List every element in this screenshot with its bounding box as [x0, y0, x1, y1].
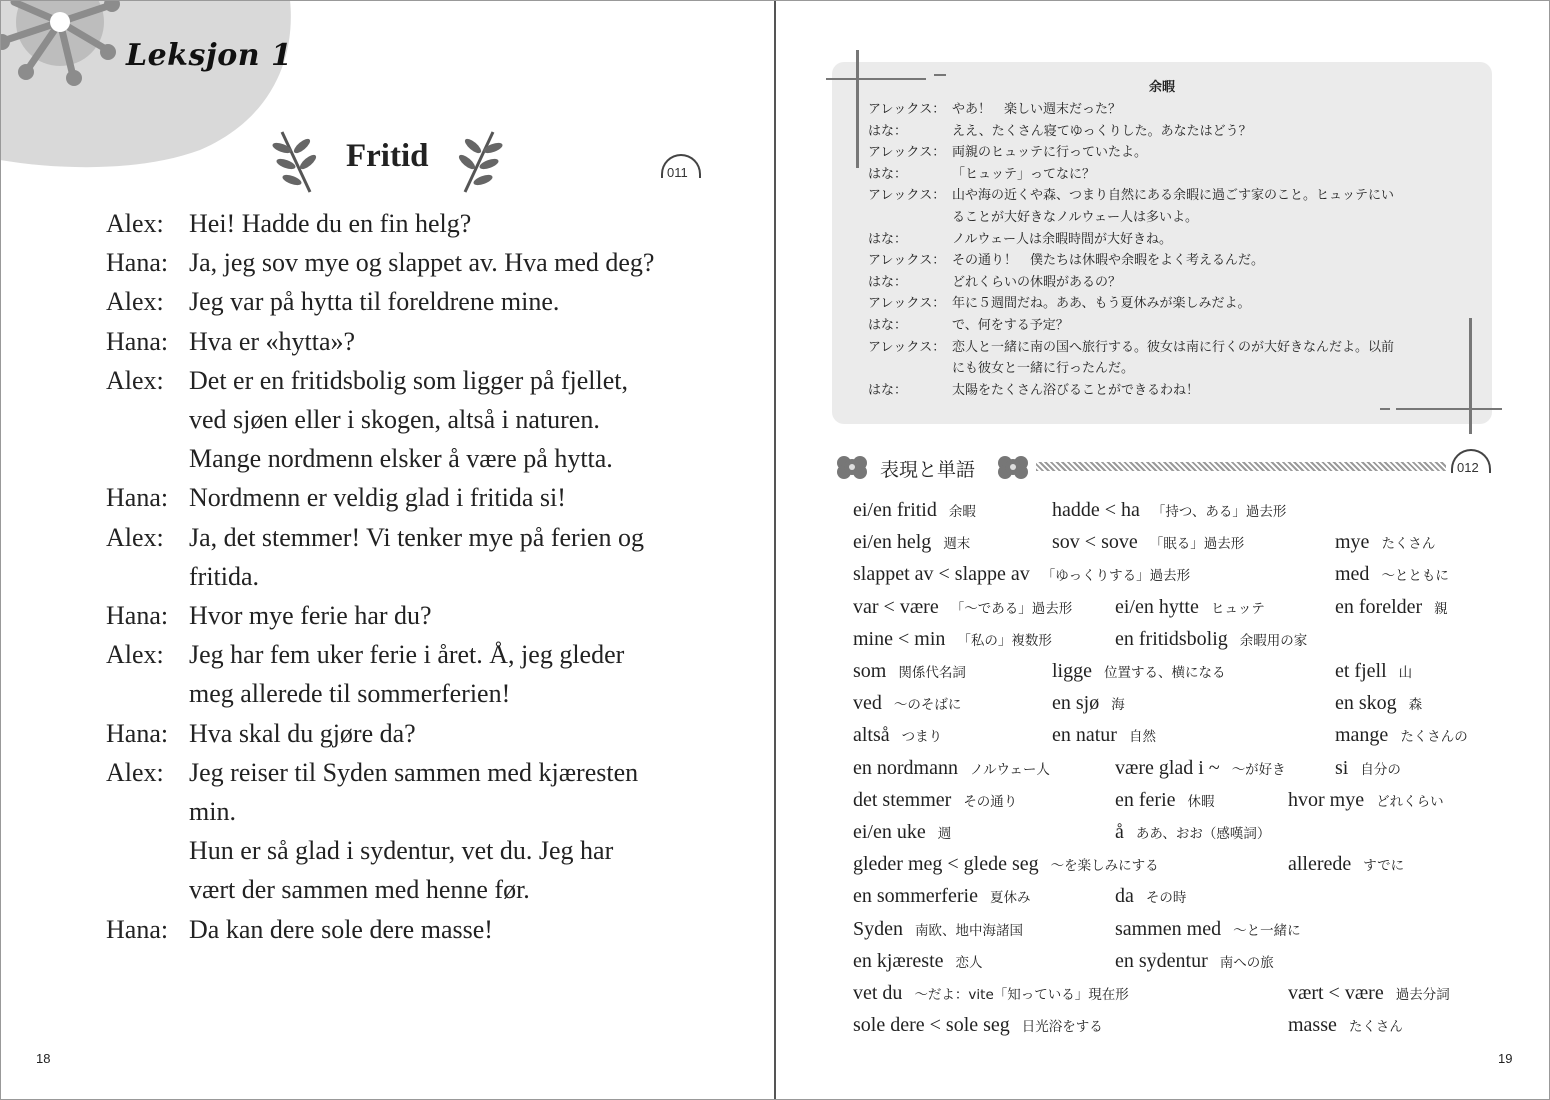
dialogue-sentence: meg allerede til sommerferien!	[189, 679, 511, 709]
vocab-gloss: 週	[937, 826, 952, 842]
dialogue-line	[106, 596, 746, 635]
translation-speaker: はな：	[868, 166, 908, 182]
vocab-term: mine < min	[853, 627, 946, 650]
vocab-term: med	[1335, 563, 1370, 586]
vocab-term: slappet av < slappe av	[853, 563, 1030, 586]
vocab-gloss: どれくらい	[1376, 793, 1444, 810]
lesson-label: Leksjon 1	[126, 38, 293, 73]
vocab-term: masse	[1288, 1014, 1337, 1037]
vocab-term: ved	[853, 692, 882, 715]
dialogue-sentence: Nordmenn er veldig glad i fritida si!	[189, 483, 566, 513]
vocab-term: da	[1115, 885, 1134, 908]
vocab-gloss: つまり	[901, 729, 943, 746]
dialogue-sentence: Hva skal du gjøre da?	[189, 718, 416, 748]
vocab-gloss: 関係代名詞	[898, 665, 966, 681]
translation-speaker: はな：	[868, 231, 908, 247]
vocab-entry	[1052, 660, 1226, 683]
vocab-term: en forelder	[1335, 595, 1423, 618]
speaker-name	[106, 674, 189, 713]
translation-title: 余暇	[1148, 80, 1175, 95]
dialogue-sentence: Jeg var på hytta til foreldrene mine.	[189, 287, 560, 317]
vocab-term: en sommerferie	[853, 885, 978, 908]
vocab-gloss: 南への旅	[1219, 954, 1274, 971]
speaker-name: Alex:	[106, 640, 164, 670]
translation-line	[868, 337, 1468, 359]
vocab-entry	[853, 724, 942, 747]
translation-line	[868, 185, 1468, 207]
speaker-name	[106, 870, 189, 909]
speaker-name: Alex:	[106, 209, 164, 238]
dialogue-sentence: min.	[189, 797, 236, 827]
dialogue-line	[106, 243, 746, 282]
deco-line	[1396, 408, 1502, 410]
translation-speaker: アレックス：	[868, 145, 946, 161]
vocab-gloss: 〜を楽しみにする	[1050, 858, 1159, 875]
vocab-entry	[853, 660, 966, 683]
speaker-name: Alex:	[106, 287, 164, 317]
dialogue-sentence: Jeg reiser til Syden sammen med kjæresten	[189, 757, 639, 787]
speaker-name: Hana:	[106, 914, 169, 944]
vocab-entry	[1052, 531, 1244, 554]
dialogue-line	[106, 753, 746, 792]
translation-line	[868, 229, 1468, 251]
vocab-gloss: 「私の」複数形	[957, 632, 1052, 649]
vocab-gloss: 〜が好き	[1231, 761, 1286, 778]
translation-speaker: アレックス：	[868, 339, 946, 355]
track-number: 011	[667, 165, 688, 180]
dialogue-sentence: fritida.	[189, 561, 260, 591]
translation-speaker: はな：	[868, 123, 908, 139]
vocab-gloss: 自分の	[1360, 761, 1401, 778]
translation-speaker	[868, 207, 952, 229]
translation-line	[868, 142, 1468, 164]
dialogue-sentence: Hun er så glad i sydentur, vet du. Jeg har	[189, 836, 614, 866]
speaker-name: Hana:	[106, 601, 169, 631]
deco-line	[1380, 408, 1390, 410]
dialogue-sentence: Da kan dere sole dere masse!	[189, 914, 493, 944]
vocab-term: sole dere < sole seg	[853, 1014, 1010, 1037]
vocab-gloss: その時	[1145, 890, 1187, 907]
vocab-gloss: 「眠る」過去形	[1149, 536, 1245, 553]
translation-sentence: ることが大好きなノルウェー人は多いよ。	[952, 209, 1198, 225]
translation-speaker	[868, 358, 952, 380]
translation-sentence: どれくらいの休暇があるの？	[952, 274, 1122, 290]
vocab-entry	[1335, 692, 1422, 715]
vocab-entry	[1335, 531, 1435, 554]
vocab-entry	[853, 499, 976, 522]
vocab-entry	[1288, 982, 1450, 1005]
translation-sentence: やあ！ 楽しい週末だった？	[952, 102, 1122, 117]
vocab-gloss: 「持つ、ある」過去形	[1151, 504, 1287, 520]
translation-speaker: はな：	[868, 317, 908, 333]
vocab-gloss: 余暇	[948, 504, 976, 520]
vocab-entry	[853, 885, 1030, 908]
vocab-gloss: 休暇	[1187, 793, 1215, 810]
dialogue-line	[106, 204, 746, 243]
dialogue-sentence: ved sjøen eller i skogen, altså i naturen.	[189, 405, 600, 435]
translation-sentence: で、何をする予定？	[952, 317, 1069, 333]
vocab-entry	[1115, 628, 1307, 651]
translation-sentence: 恋人と一緒に南の国へ旅行する。彼女は南に行くのが大好きなんだよ。以前	[952, 339, 1395, 355]
vocab-term: være glad i ~	[1115, 756, 1220, 779]
translation-sentence: 太陽をたくさん浴びることができるわね！	[952, 382, 1200, 398]
vocab-term: sammen med	[1115, 917, 1222, 940]
vocab-entry	[1335, 757, 1401, 780]
leaf-sprig-icon	[455, 126, 505, 196]
vocab-gloss: 〜と一緒に	[1233, 922, 1301, 939]
vocab-term: altså	[853, 724, 890, 747]
vocab-gloss: 〜とともに	[1381, 568, 1449, 585]
vocab-term: sov < sove	[1052, 531, 1138, 554]
vocab-gloss: 海	[1111, 697, 1125, 714]
dialogue-sentence: Ja, det stemmer! Vi tenker mye på ferien og	[189, 522, 644, 552]
vocab-term: vet du	[853, 982, 903, 1004]
translation-sentence: ええ、たくさん寝てゆっくりした。あなたはどう？	[952, 123, 1252, 139]
speaker-name: Alex:	[106, 522, 164, 552]
vocab-term: en fritidsbolig	[1115, 627, 1228, 650]
translation-sentence: 両親のヒュッテに行っていたよ。	[952, 145, 1148, 161]
translation-line	[868, 99, 1468, 121]
speaker-name	[106, 439, 189, 478]
vocab-entry	[1335, 596, 1448, 619]
vocab-term: å	[1115, 821, 1124, 843]
vocab-term: allerede	[1288, 853, 1352, 876]
vocab-term: det stemmer	[853, 788, 952, 811]
vocab-term: ei/en hytte	[1115, 595, 1199, 618]
audio-track-badge[interactable]	[661, 158, 692, 180]
dialogue-line	[106, 792, 746, 831]
translation-text	[868, 99, 1468, 401]
translation-speaker: はな：	[868, 274, 908, 290]
speaker-name: Hana:	[106, 248, 169, 278]
translation-sentence: ノルウェー人は余暇時間が大好きね。	[952, 231, 1172, 247]
vocab-gloss: 親	[1434, 600, 1448, 617]
vocab-gloss: 南欧、地中海諸国	[915, 922, 1023, 939]
vocab-gloss: 恋人	[955, 954, 983, 971]
dialogue-sentence: Hvor mye ferie har du?	[189, 601, 432, 631]
vocab-gloss: 過去分詞	[1395, 987, 1450, 1003]
speaker-name	[106, 557, 189, 596]
vocab-entry	[1115, 596, 1265, 619]
vocab-term: en kjæreste	[853, 949, 944, 972]
translation-line	[868, 380, 1468, 402]
speaker-name: Hana:	[106, 483, 169, 513]
vocab-gloss: たくさん	[1381, 536, 1436, 553]
deco-line	[1469, 318, 1472, 434]
dialogue-line	[106, 910, 746, 949]
dialogue-line	[106, 400, 746, 439]
dialogue-title: Fritid	[346, 138, 429, 174]
speaker-name: Hana:	[106, 326, 169, 356]
dialogue-line	[106, 439, 746, 478]
vocab-gloss: 〜のそばに	[893, 697, 962, 714]
vocab-gloss: たくさん	[1348, 1019, 1403, 1036]
dialogue-sentence: Mange nordmenn elsker å være på hytta.	[189, 444, 613, 474]
translation-line	[868, 207, 1468, 229]
translation-speaker: アレックス：	[868, 296, 946, 312]
vocab-term: mye	[1335, 531, 1370, 554]
dialogue-sentence: Det er en fritidsbolig som ligger på fjellet,	[189, 365, 628, 395]
vocab-term: en sjø	[1052, 692, 1100, 715]
speaker-name	[106, 792, 189, 831]
translation-line	[868, 250, 1468, 272]
vocab-entry	[853, 531, 970, 554]
speaker-name: Hana:	[106, 718, 169, 748]
translation-line	[868, 293, 1468, 315]
translation-line	[868, 272, 1468, 294]
deco-line	[856, 50, 859, 168]
translation-line	[868, 358, 1468, 380]
translation-line	[868, 164, 1468, 186]
vocab-entry	[1288, 1014, 1403, 1037]
dialogue-sentence: Hei! Hadde du en fin helg?	[189, 209, 472, 238]
vocab-gloss: ヒュッテ	[1210, 600, 1265, 617]
vocab-entry	[853, 982, 1129, 1005]
vocab-term: vært < være	[1288, 982, 1384, 1004]
dialogue-line	[106, 831, 746, 870]
dialogue-sentence: Jeg har fem uker ferie i året. Å, jeg gleder	[189, 640, 625, 670]
vocab-entry	[1335, 724, 1468, 747]
translation-sentence: 山や海の近くや森、つまり自然にある余暇に過ごす家のこと。ヒュッテにい	[952, 188, 1395, 204]
vocab-gloss: 自然	[1128, 729, 1156, 746]
vocab-entry	[853, 596, 1072, 619]
vocab-gloss: 余暇用の家	[1239, 632, 1308, 649]
vocab-entry	[853, 821, 951, 844]
vocab-entry	[853, 918, 1023, 941]
track-number: 012	[1457, 460, 1479, 475]
vocab-term: ligge	[1052, 660, 1092, 682]
dialogue-sentence: Ja, jeg sov mye og slappet av. Hva med deg?	[189, 248, 655, 278]
vocab-entry	[1115, 918, 1301, 941]
vocab-term: en sydentur	[1115, 949, 1208, 972]
speaker-name: Alex:	[106, 365, 164, 395]
vocab-gloss: 位置する、横になる	[1104, 665, 1226, 681]
vocab-entry	[853, 628, 1052, 651]
vocab-gloss: ああ、おお（感嘆詞）	[1135, 826, 1271, 842]
dialogue-text	[106, 204, 746, 949]
leaf-sprig-icon	[270, 126, 320, 196]
vocab-entry	[853, 692, 961, 715]
vocab-term: hvor mye	[1288, 788, 1365, 811]
flower-corner-decoration	[0, 0, 300, 180]
vocab-entry	[1115, 885, 1186, 908]
vocab-gloss: 日光浴をする	[1021, 1019, 1103, 1036]
speaker-name	[106, 831, 189, 870]
vocab-term: mange	[1335, 724, 1389, 747]
vocab-term: hadde < ha	[1052, 499, 1140, 521]
dialogue-line	[106, 518, 746, 557]
audio-track-badge[interactable]	[1451, 453, 1483, 475]
dialogue-line	[106, 714, 746, 753]
vocab-gloss: たくさんの	[1400, 729, 1468, 746]
vocab-entry	[1115, 789, 1215, 812]
translation-speaker: アレックス：	[868, 102, 946, 117]
flower-icon	[834, 454, 870, 480]
dialogue-line	[106, 478, 746, 517]
page-number: 19	[1498, 1051, 1513, 1066]
vocab-entry	[853, 1014, 1103, 1037]
hatched-divider	[1036, 462, 1446, 471]
vocab-entry	[853, 853, 1159, 876]
dialogue-line	[106, 322, 746, 361]
vocab-entry	[853, 789, 1017, 812]
vocab-gloss: 「〜である」過去形	[950, 600, 1073, 617]
vocab-term: en ferie	[1115, 788, 1176, 811]
vocab-term: ei/en uke	[853, 821, 926, 843]
vocab-entry	[853, 757, 1050, 780]
vocab-entry	[1115, 821, 1270, 844]
vocab-entry	[1052, 692, 1125, 715]
translation-sentence: にも彼女と一緒に行ったんだ。	[952, 361, 1135, 377]
translation-speaker: アレックス：	[868, 188, 946, 204]
vocab-term: ei/en fritid	[853, 499, 937, 521]
speaker-name: Alex:	[106, 757, 164, 787]
vocab-entry	[1052, 724, 1156, 747]
translation-speaker: アレックス：	[868, 253, 946, 269]
vocab-term: gleder meg < glede seg	[853, 853, 1039, 876]
dialogue-sentence: vært der sammen med henne før.	[189, 875, 530, 905]
vocab-gloss: 週末	[943, 536, 971, 553]
vocab-term: ei/en helg	[853, 531, 932, 554]
vocab-term: Syden	[853, 917, 903, 940]
vocab-term: et fjell	[1335, 660, 1387, 682]
translation-line	[868, 315, 1468, 337]
translation-speaker: はな：	[868, 382, 908, 398]
dialogue-line	[106, 361, 746, 400]
translation-sentence: 「ヒュッテ」ってなに？	[952, 166, 1096, 182]
vocab-term: som	[853, 660, 887, 682]
vocab-entry	[1115, 757, 1286, 780]
vocab-entry	[853, 563, 1190, 586]
vocab-entry	[1288, 789, 1444, 812]
dialogue-line	[106, 674, 746, 713]
vocab-gloss: 「ゆっくりする」過去形	[1041, 568, 1191, 585]
vocab-term: var < være	[853, 595, 939, 618]
vocab-gloss: 夏休み	[989, 890, 1031, 907]
dialogue-line	[106, 282, 746, 321]
vocab-entry	[1335, 563, 1449, 586]
flower-icon	[995, 454, 1031, 480]
vocab-entry	[1052, 499, 1286, 522]
dialogue-line	[106, 557, 746, 596]
vocab-entry	[1288, 853, 1404, 876]
vocab-term: en nordmann	[853, 756, 958, 779]
dialogue-line	[106, 635, 746, 674]
vocab-gloss: すでに	[1363, 858, 1405, 875]
vocab-entry	[1115, 950, 1274, 973]
page-number: 18	[36, 1051, 51, 1066]
translation-sentence: 年に５週間だね。ああ、もう夏休みが楽しみだよ。	[952, 296, 1251, 312]
translation-line	[868, 121, 1468, 143]
speaker-name	[106, 400, 189, 439]
dialogue-sentence: Hva er «hytta»?	[189, 326, 356, 356]
vocab-gloss: 〜だよ：vite「知っている」現在形	[914, 987, 1129, 1003]
vocab-entry	[1335, 660, 1412, 683]
vocab-gloss: 山	[1398, 665, 1413, 681]
vocab-term: si	[1335, 756, 1349, 779]
vocab-entry	[853, 950, 983, 973]
vocab-term: en skog	[1335, 692, 1397, 715]
vocab-gloss: その通り	[963, 793, 1018, 810]
translation-sentence: その通り！ 僕たちは休暇や余暇をよく考えるんだ。	[952, 253, 1265, 269]
vocab-section-title: 表現と単語	[880, 459, 976, 481]
dialogue-line	[106, 870, 746, 909]
vocab-gloss: ノルウェー人	[969, 761, 1050, 778]
vocab-gloss: 森	[1408, 697, 1423, 714]
vocab-term: en natur	[1052, 724, 1117, 747]
